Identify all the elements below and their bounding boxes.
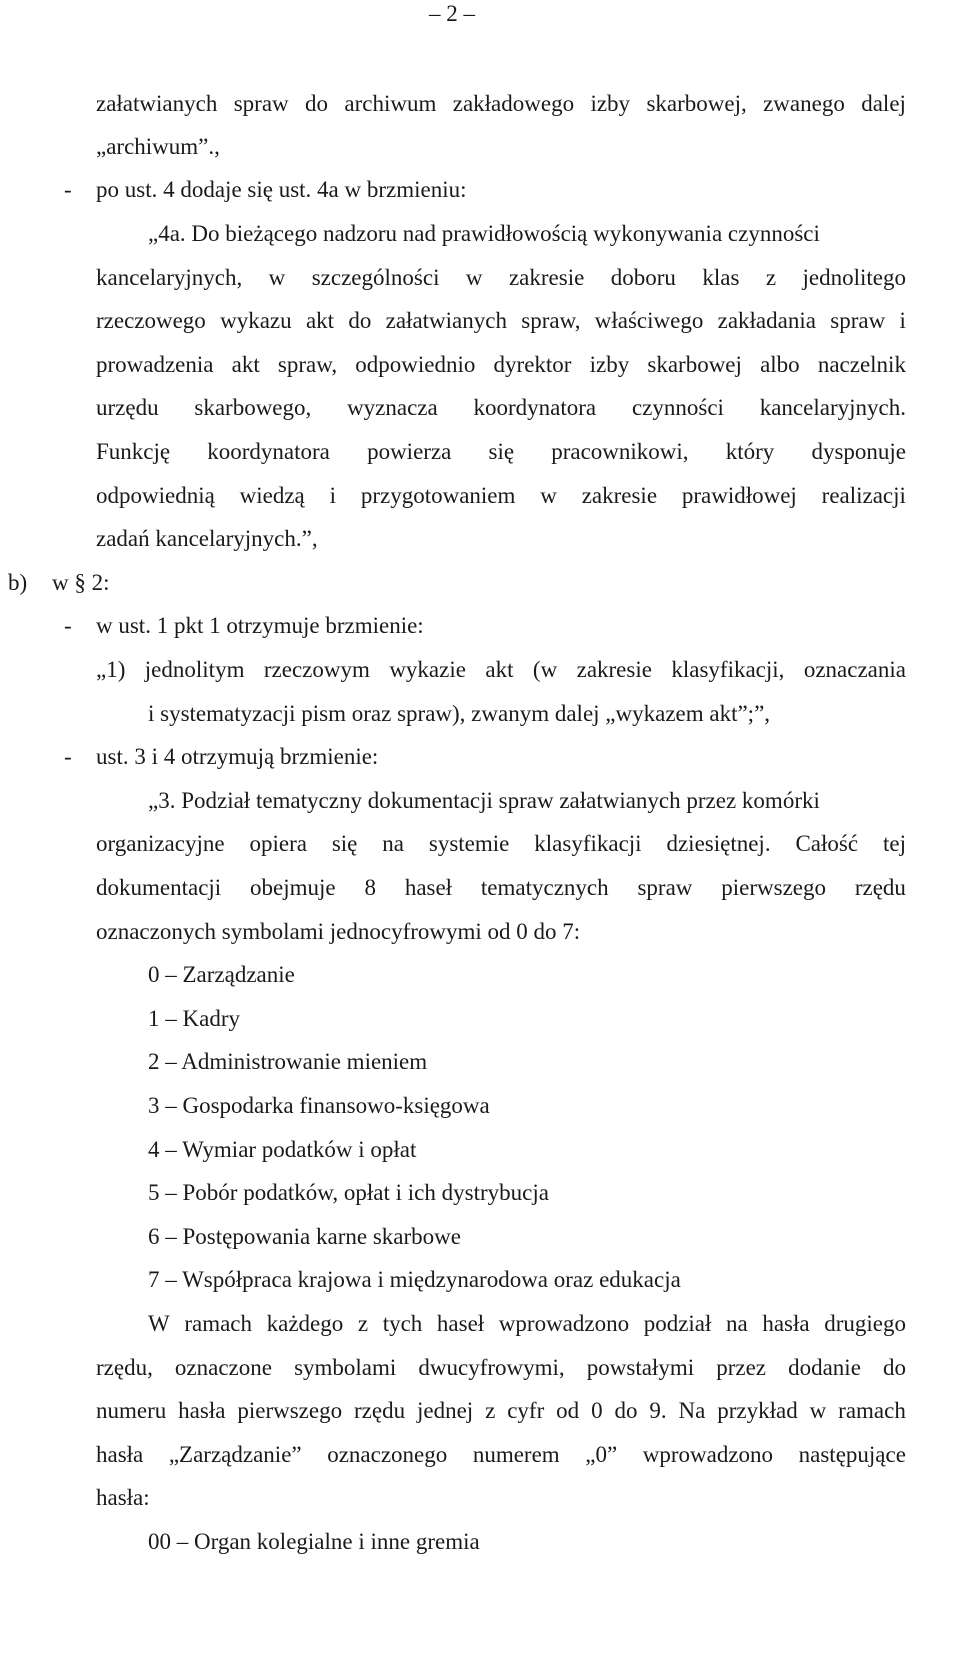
word: do <box>305 91 329 116</box>
word: na <box>726 1311 748 1336</box>
word: hasła <box>762 1311 810 1336</box>
word: w <box>540 483 557 508</box>
text-line <box>96 874 906 902</box>
text-line <box>96 90 906 118</box>
word: spraw, <box>277 352 338 377</box>
word: do <box>883 1355 906 1380</box>
word: wykazie <box>389 657 466 682</box>
word: spraw <box>830 308 886 333</box>
word: jednej <box>416 1398 474 1423</box>
text-line <box>96 1397 906 1425</box>
text-line <box>96 307 906 335</box>
list-marker: - <box>64 613 72 638</box>
word: numeru <box>96 1398 167 1423</box>
word: wiedzą <box>239 483 305 508</box>
word: z <box>485 1398 496 1423</box>
word: systemie <box>428 831 510 856</box>
word: dziesiętnej. <box>666 831 771 856</box>
word: naczelnik <box>817 352 906 377</box>
word: dokumentacji <box>96 875 222 900</box>
text-line <box>96 830 906 858</box>
word: hasła <box>178 1398 226 1423</box>
word: zakładowego <box>452 91 575 116</box>
word: pierwszego <box>721 875 827 900</box>
word: każdego <box>266 1311 344 1336</box>
word: Całość <box>795 831 859 856</box>
text-line: po ust. 4 dodaje się ust. 4a w brzmieniu: <box>96 177 467 202</box>
word: doboru <box>610 265 676 290</box>
word: opiera <box>249 831 307 856</box>
word: spraw <box>233 91 289 116</box>
word: realizacji <box>821 483 906 508</box>
text-line: 0 – Zarządzanie <box>148 962 295 987</box>
word: do <box>348 308 372 333</box>
word: zakresie <box>581 483 658 508</box>
word: przygotowaniem <box>360 483 516 508</box>
word: organizacyjne <box>96 831 225 856</box>
word: spraw <box>637 875 693 900</box>
word: dwucyfrowymi, <box>418 1355 565 1380</box>
text-line <box>96 656 906 684</box>
word: haseł <box>404 875 453 900</box>
word: do <box>614 1398 638 1423</box>
word: przez <box>716 1355 766 1380</box>
word: dyrektor <box>493 352 572 377</box>
list-marker: - <box>64 177 72 202</box>
word: wyznacza <box>347 395 438 420</box>
text-line: w § 2: <box>52 570 110 595</box>
word: koordynatora <box>473 395 597 420</box>
word: drugiego <box>824 1311 906 1336</box>
word: rzędu, <box>96 1355 153 1380</box>
word: podział <box>643 1311 712 1336</box>
word: i <box>329 483 336 508</box>
word: w <box>465 265 483 290</box>
word: skarbowej <box>647 352 742 377</box>
word: przykład <box>717 1398 798 1423</box>
word: akt <box>231 352 260 377</box>
word: czynności <box>631 395 724 420</box>
text-line <box>148 1310 906 1338</box>
text-line: „archiwum”., <box>96 134 220 159</box>
word: symbolami <box>294 1355 397 1380</box>
text-line: „4a. Do bieżącego nadzoru nad prawidłowością wykonywania czynności <box>148 221 820 246</box>
word: wykazu <box>220 308 292 333</box>
text-line: 4 – Wymiar podatków i opłat <box>148 1137 417 1162</box>
word: „1) <box>96 657 126 682</box>
word: klasyfikacji, <box>671 657 785 682</box>
word: rzeczowego <box>96 308 206 333</box>
text-line: i systematyzacji pism oraz spraw), zwanym dalej „wykazem akt”;”, <box>148 701 771 726</box>
word: załatwianych <box>385 308 507 333</box>
word: numerem <box>472 1442 560 1467</box>
text-line: 5 – Pobór podatków, opłat i ich dystrybucja <box>148 1180 549 1205</box>
word: i <box>899 308 906 333</box>
word: wprowadzono <box>498 1311 630 1336</box>
word: obejmuje <box>250 875 336 900</box>
text-line: 2 – Administrowanie mieniem <box>148 1049 428 1074</box>
word: urzędu <box>96 395 159 420</box>
word: wprowadzono <box>642 1442 774 1467</box>
text-line <box>96 394 906 422</box>
text-line: hasła: <box>96 1485 150 1510</box>
word: koordynatora <box>207 439 330 464</box>
word: właściwego <box>594 308 704 333</box>
word: akt <box>485 657 514 682</box>
word: tych <box>382 1311 423 1336</box>
word: od <box>556 1398 580 1423</box>
word: skarbowego, <box>194 395 312 420</box>
word: prawidłowej <box>681 483 797 508</box>
text-line: zadań kancelaryjnych.”, <box>96 526 318 551</box>
word: ramach <box>838 1398 906 1423</box>
word: powstałymi <box>586 1355 695 1380</box>
word: izby <box>589 352 630 377</box>
word: oznaczone <box>174 1355 272 1380</box>
text-line <box>96 1354 906 1382</box>
word: zakresie <box>508 265 585 290</box>
word: rzędu <box>354 1398 406 1423</box>
word: tej <box>882 831 906 856</box>
text-line <box>96 351 906 379</box>
word: ramach <box>184 1311 253 1336</box>
word: „Zarządzanie” <box>168 1442 302 1467</box>
text-line <box>96 264 906 292</box>
text-line <box>96 1441 906 1469</box>
word: albo <box>760 352 800 377</box>
word: zwanego <box>763 91 845 116</box>
word: hasła <box>96 1442 144 1467</box>
text-line: ust. 3 i 4 otrzymują brzmienie: <box>96 744 379 769</box>
text-line: „3. Podział tematyczny dokumentacji spraw załatwianych przez komórki <box>148 788 820 813</box>
word: Na <box>678 1398 706 1423</box>
word: kancelaryjnych, <box>96 265 243 290</box>
word: jednolitym <box>144 657 245 682</box>
word: W <box>148 1311 170 1336</box>
word: cyfr <box>507 1398 545 1423</box>
text-line: 3 – Gospodarka finansowo-księgowa <box>148 1093 490 1118</box>
text-line: 6 – Postępowania karne skarbowe <box>148 1224 461 1249</box>
word: oznaczonego <box>327 1442 448 1467</box>
list-marker: b) <box>8 570 28 595</box>
word: pierwszego <box>237 1398 343 1423</box>
word: pracownikowi, <box>551 439 689 464</box>
word: z <box>765 265 777 290</box>
word: 9. <box>649 1398 667 1423</box>
word: dalej <box>861 91 906 116</box>
word: rzeczowym <box>263 657 370 682</box>
word: odpowiednią <box>96 483 215 508</box>
word: (w <box>532 657 558 682</box>
text-line: 1 – Kadry <box>148 1006 240 1031</box>
word: odpowiednio <box>355 352 476 377</box>
word: w <box>809 1398 827 1423</box>
list-marker: - <box>64 744 72 769</box>
word: w <box>268 265 286 290</box>
word: który <box>725 439 775 464</box>
word: jednolitego <box>802 265 906 290</box>
word: dodanie <box>788 1355 861 1380</box>
word: oznaczania <box>803 657 906 682</box>
word: klasyfikacji <box>534 831 642 856</box>
word: 8 <box>364 875 376 900</box>
word: tematycznych <box>480 875 609 900</box>
text-line: w ust. 1 pkt 1 otrzymuje brzmienie: <box>96 613 424 638</box>
word: „0” <box>585 1442 618 1467</box>
word: z <box>357 1311 369 1336</box>
text-line <box>96 482 906 510</box>
word: na <box>382 831 404 856</box>
word: kancelaryjnych. <box>759 395 906 420</box>
word: skarbowej, <box>646 91 747 116</box>
word: zakładania <box>717 308 816 333</box>
text-line: 00 – Organ kolegialne i inne gremia <box>148 1529 480 1554</box>
text-line <box>96 438 906 466</box>
word: akt <box>305 308 335 333</box>
word: się <box>331 831 358 856</box>
word: klas <box>702 265 740 290</box>
word: szczególności <box>311 265 440 290</box>
word: 0 <box>591 1398 603 1423</box>
text-line: oznaczonych symbolami jednocyfrowymi od 0 do 7: <box>96 919 581 944</box>
word: spraw, <box>521 308 581 333</box>
word: Funkcję <box>96 439 171 464</box>
word: załatwianych <box>96 91 218 116</box>
word: powierza <box>367 439 452 464</box>
word: archiwum <box>344 91 437 116</box>
word: haseł <box>436 1311 485 1336</box>
page-number: – 2 – <box>429 1 475 26</box>
word: dysponuje <box>811 439 906 464</box>
word: rzędu <box>854 875 906 900</box>
word: izby <box>590 91 631 116</box>
text-line: 7 – Współpraca krajowa i międzynarodowa oraz edukacja <box>148 1267 681 1292</box>
word: zakresie <box>576 657 652 682</box>
word: prowadzenia <box>96 352 214 377</box>
word: się <box>488 439 515 464</box>
word: następujące <box>798 1442 906 1467</box>
